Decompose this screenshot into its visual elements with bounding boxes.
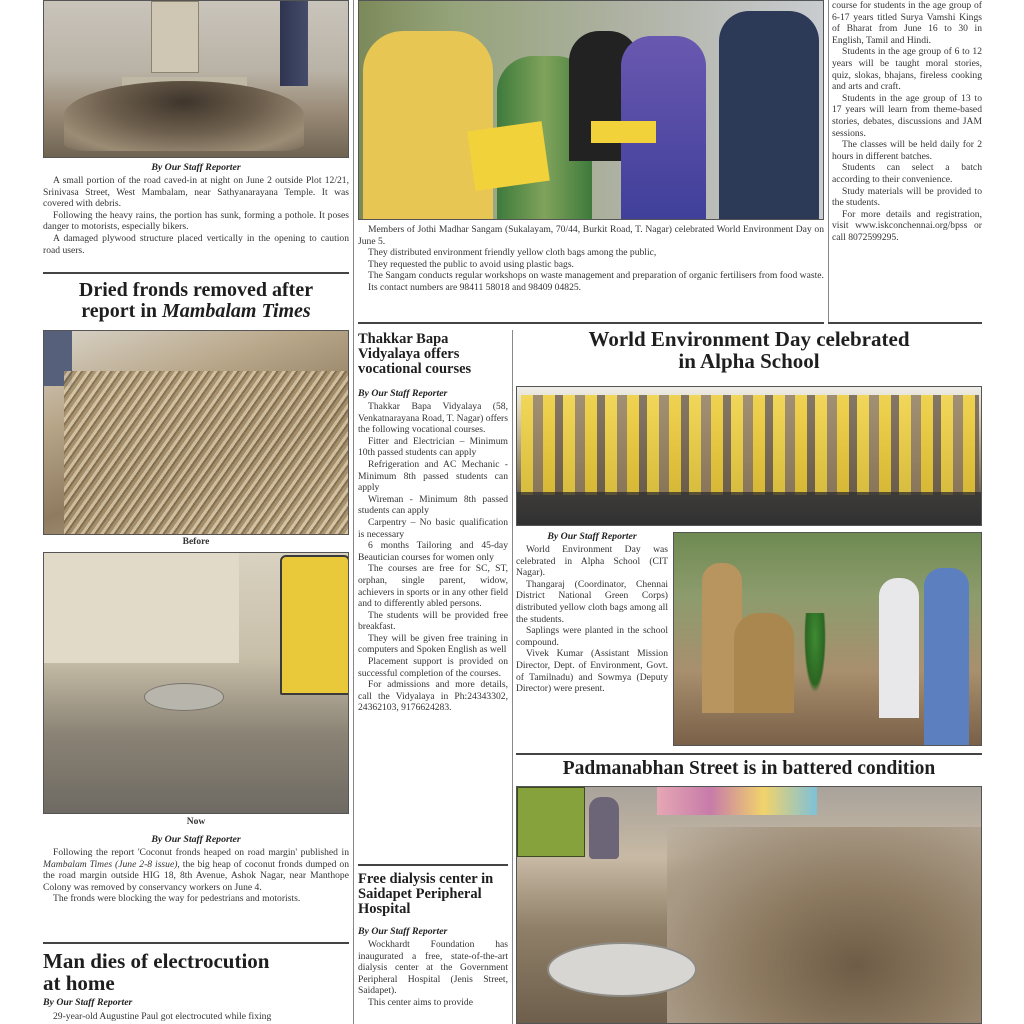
now-label: Now — [186, 817, 206, 827]
dug-up-mound — [667, 827, 982, 1024]
jothi-para-3: They requested the public to avoid using plastic bags. — [368, 258, 574, 270]
electrocution-para-1: 29-year-old Augustine Paul got electrocuted while fixing — [53, 1011, 272, 1022]
iskcon-partial-top: course for students in the age group of 6-17 years titled Surya Vamshi Kings of Bharat from June 16 to 30 in English, Tamil and Hindi. — [832, 0, 982, 46]
fronds-now-photo — [43, 552, 349, 814]
electrocution-body — [43, 1011, 349, 1023]
jothi-photo — [358, 0, 824, 220]
jothi-para-1: Members of Jothi Madhar Sangam (Sukalayam, 70/44, Burkit Road, T. Nagar) celebrated World Environment Day on June 5. — [358, 224, 824, 247]
thakkar-para-5: Carpentry – No basic qualification is necessary — [358, 516, 508, 540]
section-divider — [516, 753, 982, 755]
thakkar-para-9: They will be given free training in computers and Spoken English as well — [358, 632, 508, 656]
thakkar-para-4: Wireman - Minimum 8th passed students can apply — [358, 493, 508, 517]
thakkar-headline-line2: Vidyalaya offers — [358, 346, 460, 363]
fronds-headline-prefix: report in — [81, 300, 163, 322]
thakkar-para-1: Thakkar Bapa Vidyalaya (58, Venkatnarayana Road, T. Nagar) offers the following vocational courses. — [358, 401, 508, 436]
thakkar-headline-line1: Thakkar Bapa — [358, 331, 449, 347]
chairs-row — [517, 492, 982, 526]
electrocution-byline: By Our Staff Reporter — [43, 997, 133, 1008]
dialysis-para-1: Wockhardt Foundation has inaugurated a free, state-of-the-art dialysis center at the Government Peripheral Hospital (Jenis Street, Saidapet). — [358, 939, 508, 997]
person-yellow-kurta — [363, 31, 493, 220]
thakkar-para-2: Fitter and Electrician – Minimum 10th passed students can apply — [358, 435, 508, 459]
section-divider — [358, 322, 824, 324]
electrocution-headline-line2: at home — [43, 971, 115, 996]
pothole-photo — [43, 0, 349, 158]
fronds-headline — [43, 280, 349, 322]
electrocution-headline-line1: Man dies of electrocution — [43, 949, 270, 973]
fronds-body — [43, 847, 349, 905]
thakkar-para-8: The students will be provided free breakfast. — [358, 609, 508, 633]
thakkar-para-10: Placement support is provided on successful completion of the courses. — [358, 656, 508, 679]
electrocution-headline — [43, 950, 349, 994]
alpha-para-2: Thangaraj (Coordinator, Chennai District National Green Corps) distributed yellow cloth bags among all the students. — [516, 578, 668, 625]
pothole-byline: By Our Staff Reporter — [151, 162, 241, 173]
thakkar-para-3: Refrigeration and AC Mechanic - Minimum 8th passed students can apply — [358, 458, 508, 494]
official-blue-shirt — [924, 568, 969, 746]
official-white-shirt — [879, 578, 919, 718]
person-blue-jacket — [719, 11, 819, 220]
dialysis-para-2: This center aims to provide — [368, 996, 473, 1008]
sapling — [804, 613, 826, 693]
fronds-para-1-italic: Mambalam Times (June 2-8 issue) — [43, 858, 178, 870]
fronds-para-1-b: , the big heap of coconut fronds dumped on the road margin outside HIG 18, 8th Avenue, Ashok Nagar, near Manthope Colony was removed by conservancy workers on June 4. — [43, 858, 349, 893]
thakkar-para-11: For admissions and more details, call the Vidyalaya in Ph:24343302, 24362103, 9176624283. — [358, 679, 508, 714]
section-divider — [358, 864, 508, 866]
jothi-para-2: They distributed environment friendly yellow cloth bags among the public, — [368, 247, 657, 259]
iskcon-para-1: Students in the age group of 6 to 12 years will be taught moral stories, quiz, slokas, bhajans, fireless cooking and arts and craft. — [832, 46, 982, 93]
padmanabhan-headline: Padmanabhan Street is in battered condition — [562, 758, 936, 779]
thakkar-headline — [358, 332, 508, 378]
iskcon-para-2: Students in the age group of 13 to 17 years will learn from theme-based stories, debates, discussions and JAM sessions. — [832, 92, 982, 139]
column-divider — [353, 0, 354, 1024]
alpha-byline: By Our Staff Reporter — [547, 531, 637, 542]
thakkar-headline-line3: vocational courses — [358, 361, 472, 378]
pothole-para-2: Following the heavy rains, the portion has sunk, forming a pothole. It poses danger to motorists, especially bikers. — [43, 209, 349, 233]
before-label: Before — [182, 537, 210, 547]
iskcon-para-4: Students can select a batch according to their convenience. — [832, 162, 982, 185]
fronds-para-2: The fronds were blocking the way for pedestrians and motorists. — [53, 893, 301, 905]
fronds-headline-italic: Mambalam Times — [162, 300, 311, 322]
alpha-para-1: World Environment Day was celebrated in Alpha School (CIT Nagar). — [516, 544, 668, 579]
thakkar-body — [358, 401, 508, 714]
manhole-cover — [547, 942, 697, 997]
alpha-headline — [516, 328, 982, 372]
thakkar-para-7: The courses are free for SC, ST, orphan, single parent, widow, achievers in sports or in any other field and to differently abled persons. — [358, 563, 508, 610]
column-divider — [828, 0, 829, 322]
green-truck — [517, 787, 585, 857]
fronds-para-1 — [43, 847, 349, 893]
fronds-heap — [64, 371, 349, 535]
alpha-headline-line2: in Alpha School — [678, 349, 820, 374]
section-divider — [43, 942, 349, 944]
auto-rickshaw — [280, 555, 349, 695]
pothole-para-1: A small portion of the road caved-in at night on June 2 outside Plot 12/21, Srinivasa Street, West Mambalam, near Sathyanarayana Temple. It was covered with debris. — [43, 175, 349, 210]
yellow-bags-crowd — [521, 395, 979, 495]
compound-wall — [44, 553, 239, 663]
jothi-para-5: Its contact numbers are 98411 58018 and 98409 04825. — [368, 281, 582, 293]
alpha-sapling-photo — [673, 532, 982, 746]
dialysis-byline: By Our Staff Reporter — [358, 926, 448, 937]
dialysis-headline-line2: Saidapet Peripheral — [358, 886, 482, 903]
column-divider — [512, 330, 513, 1024]
section-divider — [828, 322, 982, 324]
fronds-headline-line2 — [43, 301, 349, 322]
pothole-para-3: A damaged plywood structure placed vertically in the opening to caution road users. — [43, 232, 349, 256]
dialysis-headline-line1: Free dialysis center in — [358, 871, 494, 887]
iskcon-para-6: For more details and registration, visit www.iskconchennai.org/bpss or call 8072599295. — [832, 208, 982, 243]
pothole-body — [43, 175, 349, 256]
manhole-cover — [144, 683, 224, 711]
section-divider — [43, 272, 349, 274]
fronds-byline: By Our Staff Reporter — [151, 834, 241, 845]
alpha-students-photo — [516, 386, 982, 526]
jothi-para-4: The Sangam conducts regular workshops on waste management and preparation of organic fertilisers from food waste. — [368, 270, 824, 282]
thakkar-para-6: 6 months Tailoring and 45-day Beautician courses for women only — [358, 540, 508, 563]
debris-mound — [64, 81, 304, 151]
alpha-para-4: Vivek Kumar (Assistant Mission Director, Dept. of Environment, Govt. of Tamilnadu) and Sowmya (Deputy Director) were present. — [516, 648, 668, 695]
iskcon-para-5: Study materials will be provided to the students. — [832, 185, 982, 209]
dialysis-headline — [358, 872, 510, 918]
plywood-structure — [151, 1, 199, 73]
fronds-para-1-a: Following the report 'Coconut fronds heaped on road margin' published in — [53, 847, 349, 858]
colorful-wall — [657, 787, 817, 815]
dialysis-body — [358, 939, 508, 1009]
alpha-body — [516, 544, 668, 695]
jothi-body — [358, 224, 824, 294]
iskcon-body — [832, 0, 982, 243]
student-khaki-2 — [734, 613, 794, 713]
scooter-rider — [589, 797, 619, 859]
alpha-headline-line1: World Environment Day celebrated — [588, 327, 910, 351]
fronds-headline-line1: Dried fronds removed after — [78, 279, 314, 301]
dialysis-headline-line3: Hospital — [358, 901, 411, 918]
thakkar-byline: By Our Staff Reporter — [358, 388, 448, 399]
fronds-before-photo — [43, 330, 349, 535]
padmanabhan-photo — [516, 786, 982, 1024]
pedestrian-legs — [280, 1, 308, 86]
yellow-bag — [591, 121, 656, 143]
alpha-para-3: Saplings were planted in the school compound. — [516, 625, 668, 648]
iskcon-para-3: The classes will be held daily for 2 hours in different batches. — [832, 139, 982, 162]
yellow-bag — [467, 121, 550, 191]
